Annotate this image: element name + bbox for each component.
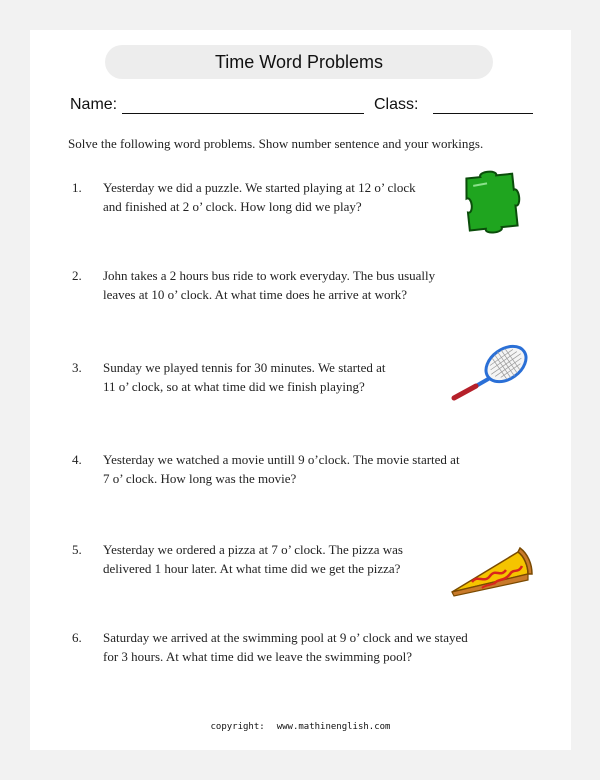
problem-line: Saturday we arrived at the swimming pool at 9 o’ clock and we stayed	[103, 630, 468, 645]
copyright-footer	[30, 722, 571, 732]
problem-line: and finished at 2 o’ clock. How long did we play?	[103, 199, 362, 214]
copyright-site-link[interactable]: www.mathinenglish.com	[276, 722, 391, 732]
problem-number: 1.	[72, 180, 82, 195]
worksheet-page	[30, 30, 571, 750]
problem-text	[103, 266, 478, 304]
problem-line: John takes a 2 hours bus ride to work everyday. The bus usually	[103, 268, 436, 283]
problem-line: delivered 1 hour later. At what time did we get the pizza?	[103, 561, 401, 576]
copyright-label: copyright:	[210, 722, 265, 732]
problem-number: 2.	[72, 268, 82, 283]
problem-number: 4.	[72, 452, 82, 467]
name-label: Name:	[70, 96, 118, 113]
problem-text	[103, 540, 478, 578]
problem-text	[103, 450, 478, 488]
problem-line: Sunday we played tennis for 30 minutes. We started at	[103, 360, 386, 375]
problem-number: 6.	[72, 630, 82, 645]
problem-text	[103, 358, 478, 396]
problem-number: 5.	[72, 542, 82, 557]
problem-line: Yesterday we watched a movie untill 9 o’clock. The movie started at	[103, 452, 460, 467]
class-blank-line	[433, 113, 533, 114]
puzzle-piece-icon	[456, 164, 522, 240]
name-class-row	[70, 94, 535, 118]
problem-text	[103, 178, 478, 216]
problem-text	[103, 628, 478, 666]
problem-line: 7 o’ clock. How long was the movie?	[103, 471, 297, 486]
problem-line: 11 o’ clock, so at what time did we finish playing?	[103, 379, 365, 394]
tennis-racket-icon	[446, 340, 532, 402]
pizza-slice-icon	[448, 544, 534, 600]
name-blank-line	[122, 113, 364, 114]
class-label: Class:	[374, 96, 419, 113]
problem-line: for 3 hours. At what time did we leave the swimming pool?	[103, 649, 413, 664]
problem-line: Yesterday we did a puzzle. We started playing at 12 o’ clock	[103, 180, 416, 195]
instructions-text: Solve the following word problems. Show number sentence and your workings.	[68, 136, 484, 151]
worksheet-title: Time Word Problems	[105, 45, 493, 79]
problem-line: leaves at 10 o’ clock. At what time does he arrive at work?	[103, 287, 408, 302]
problem-line: Yesterday we ordered a pizza at 7 o’ clock. The pizza was	[103, 542, 403, 557]
problem-number: 3.	[72, 360, 82, 375]
